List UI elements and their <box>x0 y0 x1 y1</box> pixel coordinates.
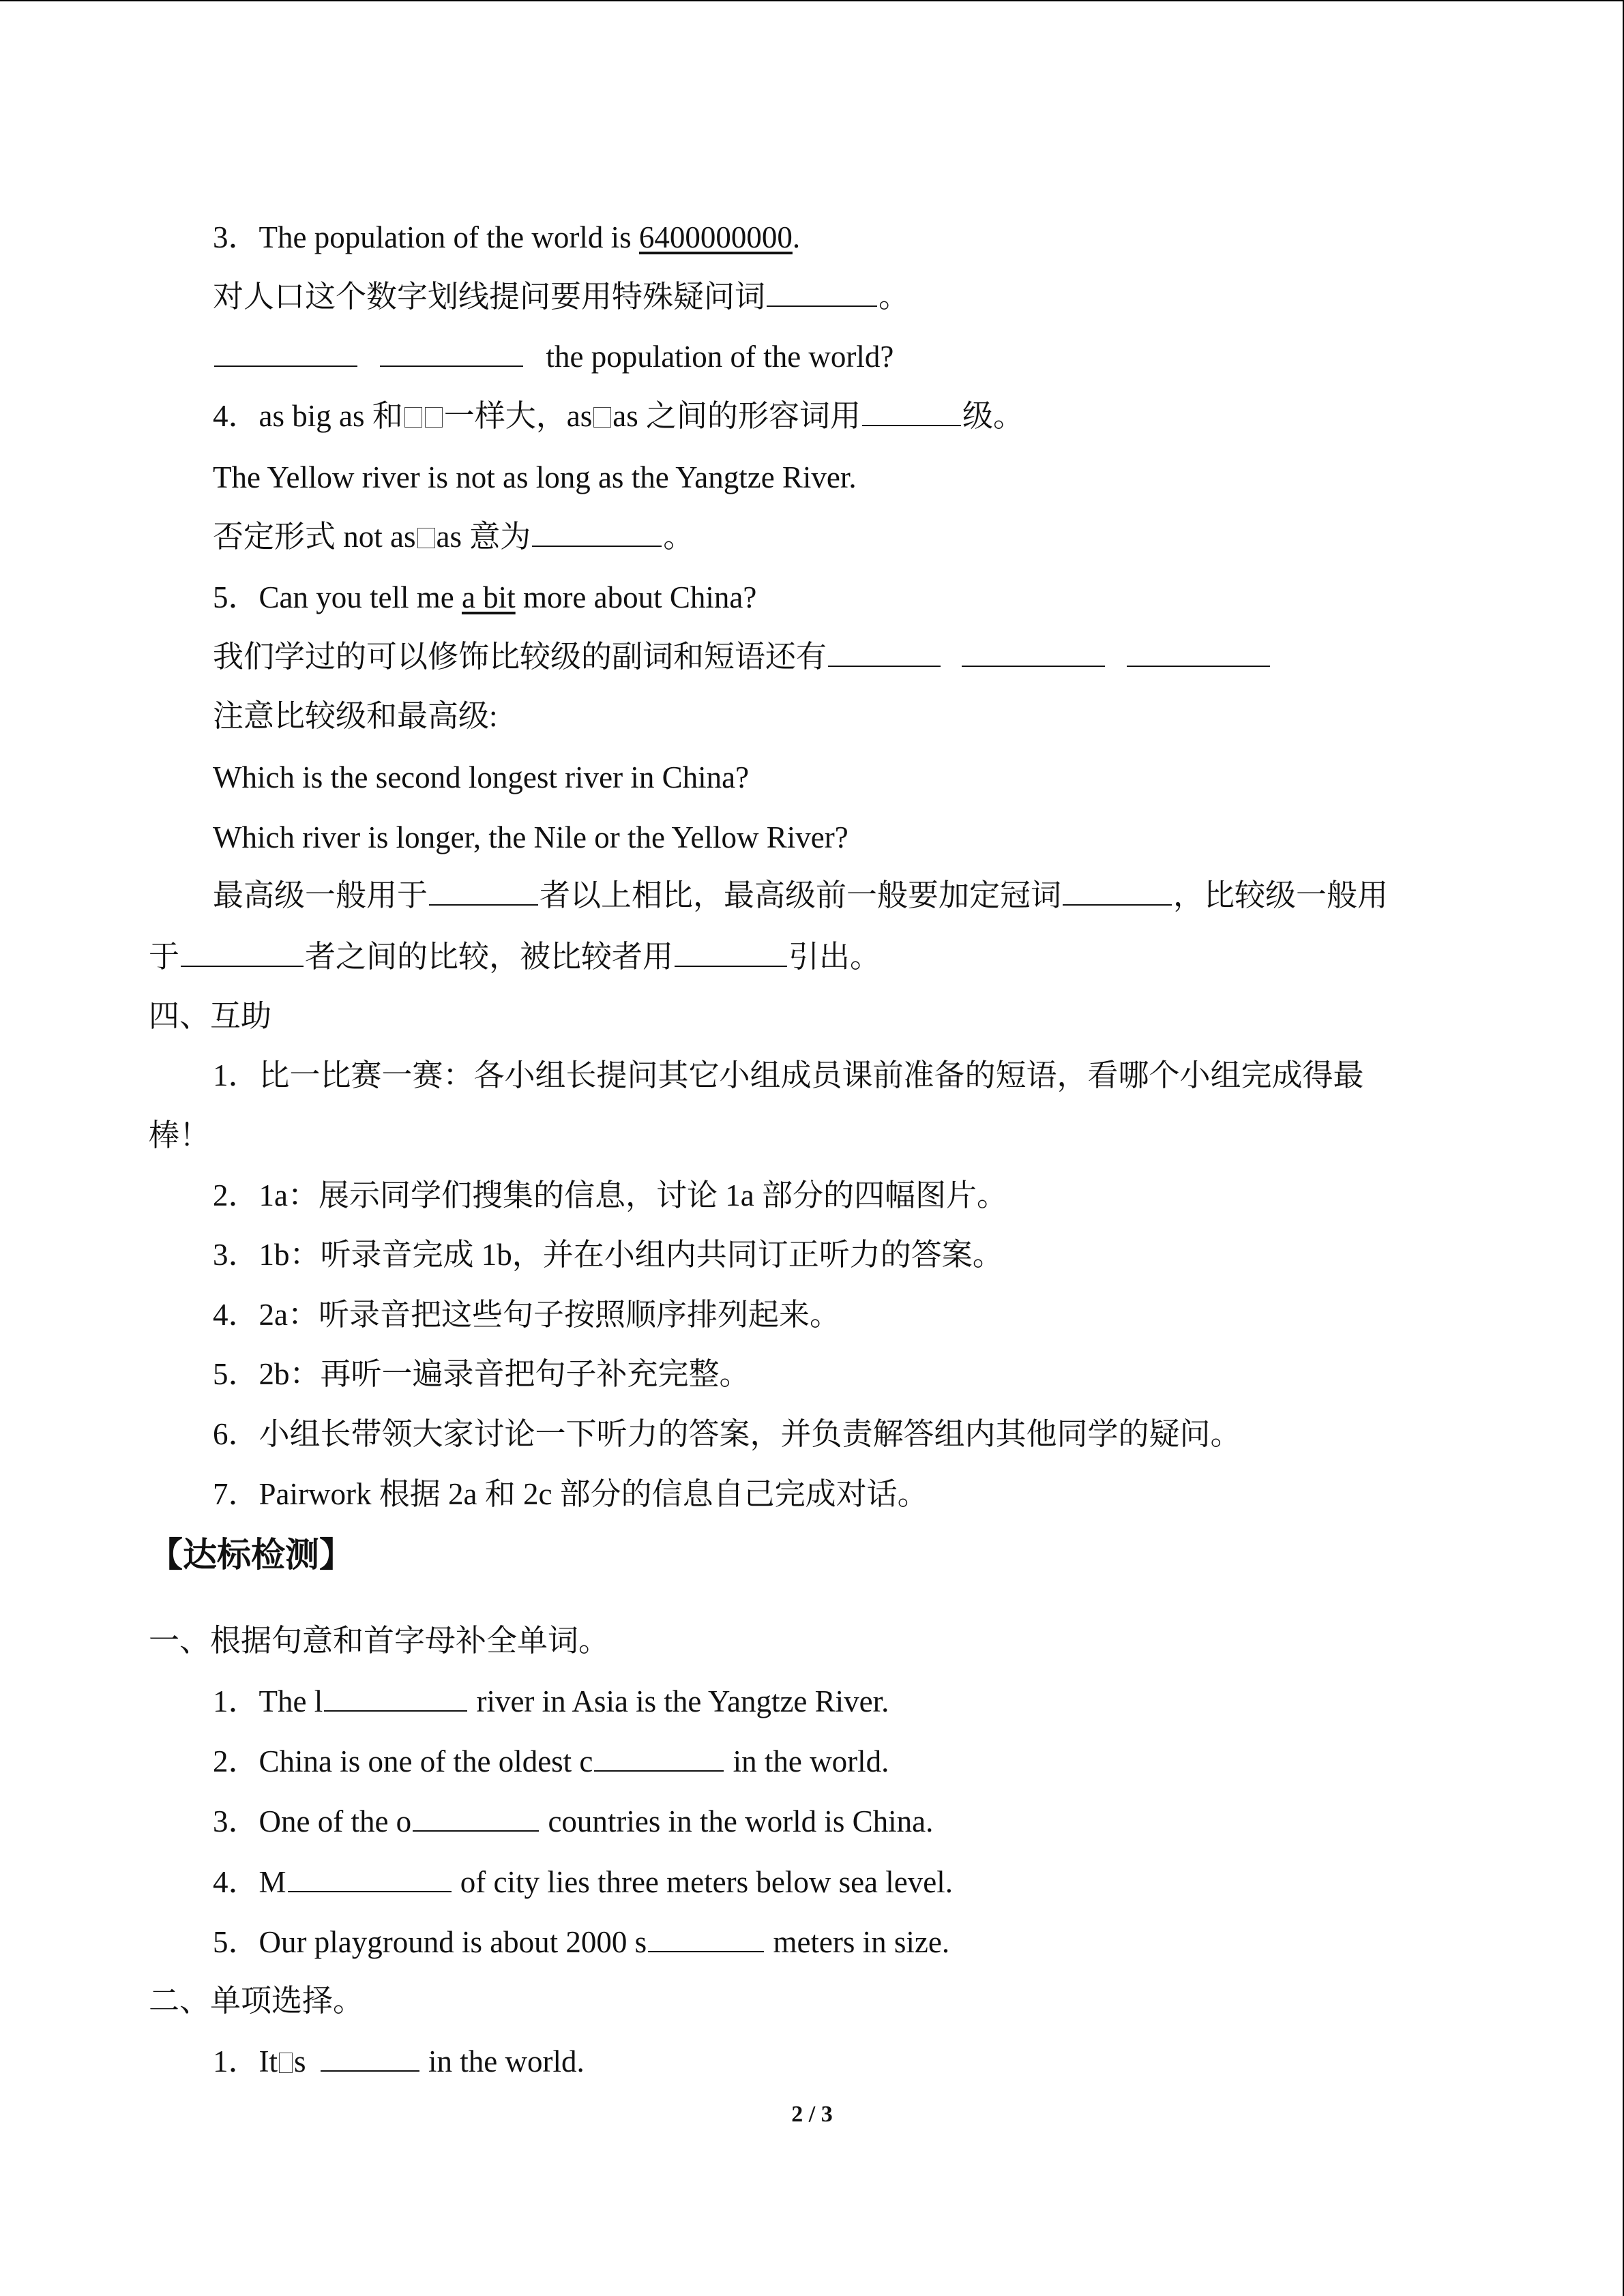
help-item-1-cont: 棒！ <box>149 1118 211 1152</box>
answer-blank[interactable] <box>380 337 523 367</box>
question-5-line: 5．Can you tell me a bit more about China? <box>213 580 757 614</box>
question-4-negative: 否定形式 not as as 意为 。 <box>213 516 694 557</box>
rule-line-1: 最高级一般用于 者以上相比，最高级前一般要加定冠词 ，比较级一般用 <box>213 875 1388 916</box>
placeholder-box <box>404 407 422 428</box>
help-item-6: 6．小组长带领大家讨论一下听力的答案，并负责解答组内其他同学的疑问。 <box>213 1417 1241 1451</box>
question-3-line: 3．The population of the world is 6400000000. <box>213 220 801 254</box>
section-title-assessment: 【达标检测】 <box>149 1535 353 1575</box>
section-heading-mutual-help: 四、互助 <box>149 999 272 1033</box>
answer-blank[interactable] <box>828 637 941 667</box>
exercise-1-item-2: 2．China is one of the oldest c in the world. <box>213 1741 889 1782</box>
placeholder-box <box>425 407 443 428</box>
answer-blank[interactable] <box>321 2042 419 2072</box>
exercise-1-heading: 一、根据句意和首字母补全单词。 <box>149 1624 610 1658</box>
exercise-2-heading: 二、单项选择。 <box>149 1984 364 2018</box>
answer-blank[interactable] <box>214 337 357 367</box>
help-item-1: 1．比一比赛一赛：各小组长提问其它小组成员课前准备的短语，看哪个小组完成得最 <box>213 1058 1364 1092</box>
missing-glyph-box <box>279 2053 293 2073</box>
answer-blank[interactable] <box>1063 876 1172 906</box>
question-4-line: 4．as big as 和 一样大，as as 之间的形容词用 级。 <box>213 396 1024 436</box>
answer-blank[interactable] <box>1127 637 1270 667</box>
answer-blank[interactable] <box>288 1862 452 1892</box>
answer-blank[interactable] <box>429 876 538 906</box>
answer-blank[interactable] <box>181 937 304 967</box>
answer-blank[interactable] <box>675 937 787 967</box>
answer-blank[interactable] <box>532 517 662 547</box>
exercise-1-item-3: 3．One of the o countries in the world is China. <box>213 1801 933 1842</box>
answer-blank[interactable] <box>324 1682 467 1712</box>
help-item-7: 7．Pairwork 根据 2a 和 2c 部分的信息自己完成对话。 <box>213 1477 928 1511</box>
answer-blank[interactable] <box>767 277 877 307</box>
exercise-2-item-1: 1．It s in the world. <box>213 2041 585 2082</box>
answer-blank[interactable] <box>648 1922 764 1952</box>
example-superlative: Which is the second longest river in China? <box>213 760 750 794</box>
question-5-note: 我们学过的可以修饰比较级的副词和短语还有 <box>213 636 1271 677</box>
underlined-phrase: a bit <box>461 580 516 614</box>
exercise-1-item-4: 4．M of city lies three meters below sea level. <box>213 1862 953 1903</box>
exercise-1-item-1: 1．The l river in Asia is the Yangtze River. <box>213 1681 889 1722</box>
example-comparative: Which river is longer, the Nile or the Yellow River? <box>213 820 848 854</box>
help-item-3: 3．1b：听录音完成 1b，并在小组内共同订正听力的答案。 <box>213 1238 1003 1272</box>
help-item-5: 5．2b：再听一遍录音把句子补充完整。 <box>213 1357 750 1391</box>
answer-blank[interactable] <box>594 1742 724 1772</box>
answer-blank[interactable] <box>962 637 1105 667</box>
help-item-4: 4．2a：听录音把这些句子按照顺序排列起来。 <box>213 1298 840 1332</box>
placeholder-box <box>417 528 435 548</box>
question-3-fill: the population of the world? <box>213 336 894 377</box>
exercise-1-item-5: 5．Our playground is about 2000 s meters in size. <box>213 1922 949 1963</box>
underlined-number: 6400000000 <box>638 220 793 254</box>
help-item-2: 2．1a：展示同学们搜集的信息，讨论 1a 部分的四幅图片。 <box>213 1178 1007 1212</box>
page-top-border <box>0 0 1624 1</box>
answer-blank[interactable] <box>413 1802 539 1832</box>
answer-blank[interactable] <box>862 396 961 426</box>
question-4-example: The Yellow river is not as long as the Yangtze River. <box>213 460 857 494</box>
comparative-note: 注意比较级和最高级: <box>213 699 498 733</box>
question-3-note: 对人口这个数字划线提问要用特殊疑问词 。 <box>213 276 909 317</box>
rule-line-2: 于 者之间的比较，被比较者用 引出。 <box>149 936 881 977</box>
placeholder-box <box>593 407 611 428</box>
page-number: 2 / 3 <box>791 2102 833 2127</box>
